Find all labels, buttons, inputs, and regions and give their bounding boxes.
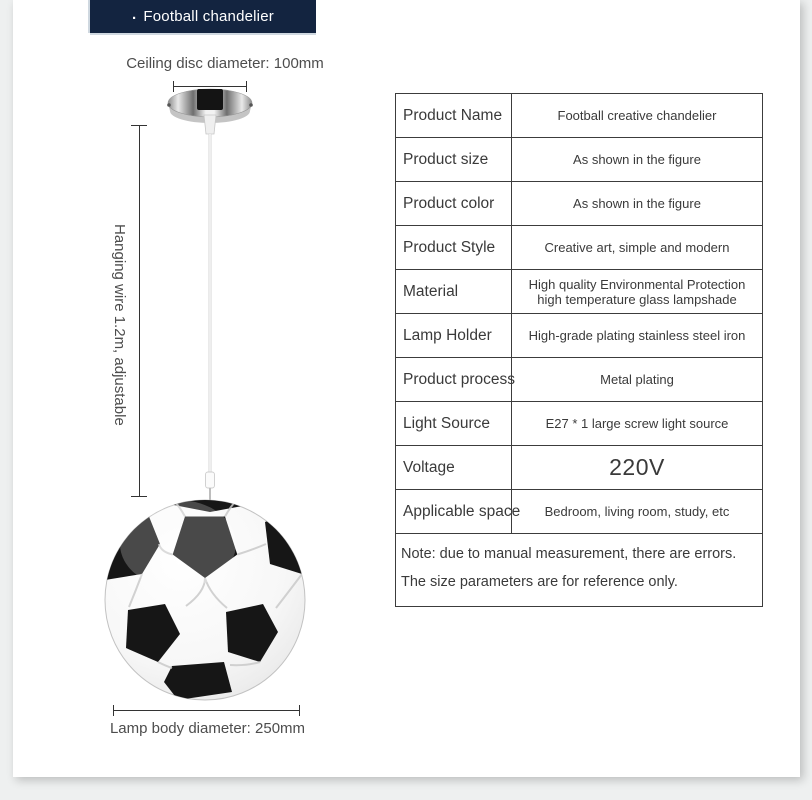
spec-label: Product size: [396, 138, 512, 182]
table-row: [396, 446, 763, 490]
spec-value: As shown in the figure: [512, 182, 763, 226]
spec-value: E27 * 1 large screw light source: [512, 402, 763, 446]
table-row: [396, 270, 763, 314]
spec-value: High quality Environmental Protection high temperature glass lampshade: [512, 270, 763, 314]
table-row: [396, 402, 763, 446]
spec-table: [395, 93, 763, 607]
table-row: [396, 138, 763, 182]
table-row: [396, 182, 763, 226]
spec-label: Product color: [396, 182, 512, 226]
soccer-ball-lampshade: [103, 478, 310, 700]
wire-socket: [204, 115, 216, 134]
spec-label: Voltage: [396, 446, 512, 490]
spec-value: Bedroom, living room, study, etc: [512, 490, 763, 534]
table-row: [396, 358, 763, 402]
ceiling-disc-dimension-label: Ceiling disc diameter: 100mm: [126, 55, 324, 72]
hanging-wire: [206, 134, 215, 502]
spec-value: As shown in the figure: [512, 138, 763, 182]
lamp-body-dimension-label: Lamp body diameter: 250mm: [109, 720, 306, 737]
banner-title: Football chandelier: [143, 8, 274, 25]
spec-label: Product process: [396, 358, 512, 402]
table-row: [396, 490, 763, 534]
spec-value: Football creative chandelier: [512, 94, 763, 138]
measurement-note: Note: due to manual measurement, there are errors. The size parameters are for reference only.: [396, 534, 763, 607]
spec-label: Lamp Holder: [396, 314, 512, 358]
spec-value: Metal plating: [512, 358, 763, 402]
spec-value-voltage: 220V: [512, 446, 763, 490]
table-row: [396, 94, 763, 138]
spec-label: Product Style: [396, 226, 512, 270]
pendant-lamp-illustration: [60, 82, 360, 712]
spec-label: Applicable space: [396, 490, 512, 534]
banner-bullet: .: [132, 6, 137, 23]
table-row: [396, 314, 763, 358]
spec-value: High-grade plating stainless steel iron: [512, 314, 763, 358]
spec-label: Product Name: [396, 94, 512, 138]
spec-value: Creative art, simple and modern: [512, 226, 763, 270]
spec-label: Material: [396, 270, 512, 314]
spec-label: Light Source: [396, 402, 512, 446]
table-note-row: [396, 534, 763, 607]
table-row: [396, 226, 763, 270]
title-banner: [90, 0, 316, 33]
hanging-wire-dimension-label: Hanging wire 1.2m, adjustable: [111, 224, 128, 426]
